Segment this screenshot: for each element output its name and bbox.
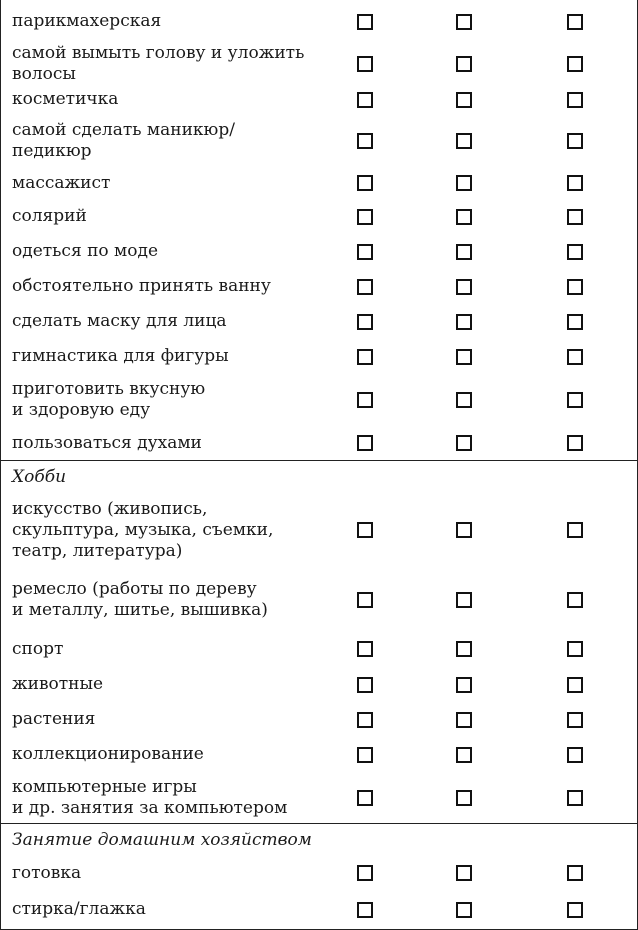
checkbox-column-3[interactable] [567, 56, 583, 72]
checkbox-column-3[interactable] [567, 133, 583, 149]
checkbox-column-1[interactable] [357, 712, 373, 728]
row-label: косметичка [12, 89, 119, 109]
checkbox-column-3[interactable] [567, 209, 583, 225]
checkbox-column-2[interactable] [456, 244, 472, 260]
checkbox-column-3[interactable] [567, 641, 583, 657]
row-label: компьютерные игры и др. занятия за компьютером [12, 776, 288, 818]
checkbox-column-2[interactable] [456, 279, 472, 295]
checkbox-column-1[interactable] [357, 747, 373, 763]
row-label: массажист [12, 172, 111, 193]
questionnaire-row [1, 234, 637, 269]
section-2 [1, 460, 637, 823]
questionnaire-row [1, 667, 637, 702]
row-label: ремесло (работы по дереву и металлу, шитье, вышивка) [12, 579, 268, 620]
questionnaire-row [1, 85, 637, 114]
questionnaire-row [1, 631, 637, 667]
questionnaire-row [1, 426, 637, 460]
checkbox-column-2[interactable] [456, 14, 472, 30]
section-title: Занятие домашним хозяйством [12, 830, 312, 850]
row-label: стирка/глажка [12, 899, 146, 919]
questionnaire-row [1, 569, 637, 631]
questionnaire-row [1, 772, 637, 823]
checkbox-column-1[interactable] [357, 790, 373, 806]
row-label: растения [12, 709, 96, 729]
checkbox-column-3[interactable] [567, 592, 583, 608]
checkbox-column-2[interactable] [456, 712, 472, 728]
checkbox-column-1[interactable] [357, 133, 373, 149]
checkbox-column-2[interactable] [456, 209, 472, 225]
checkbox-column-1[interactable] [357, 175, 373, 191]
checkbox-column-1[interactable] [357, 902, 373, 918]
checkbox-column-2[interactable] [456, 435, 472, 451]
checkbox-column-3[interactable] [567, 392, 583, 408]
checkbox-column-2[interactable] [456, 175, 472, 191]
checkbox-column-1[interactable] [357, 677, 373, 693]
checkbox-column-1[interactable] [357, 392, 373, 408]
questionnaire-row [1, 167, 637, 199]
checkbox-column-3[interactable] [567, 435, 583, 451]
checkbox-column-1[interactable] [357, 592, 373, 608]
row-label: сделать маску для лица [12, 311, 227, 331]
questionnaire-row [1, 114, 637, 167]
checkbox-column-3[interactable] [567, 175, 583, 191]
row-label: животные [12, 674, 104, 694]
checkbox-column-1[interactable] [357, 244, 373, 260]
row-label: спорт [12, 638, 64, 659]
row-label: одеться по моде [12, 241, 159, 261]
checkbox-column-1[interactable] [357, 92, 373, 108]
checkbox-column-1[interactable] [357, 435, 373, 451]
checkbox-column-3[interactable] [567, 865, 583, 881]
row-label: пользоваться духами [12, 432, 202, 453]
questionnaire-row [1, 339, 637, 374]
row-label: гимнастика для фигуры [12, 346, 229, 366]
questionnaire-row [1, 199, 637, 234]
row-label: самой вымыть голову и уложить волосы [12, 43, 305, 84]
checkbox-column-3[interactable] [567, 314, 583, 330]
questionnaire-row [1, 892, 637, 927]
checkbox-column-3[interactable] [567, 244, 583, 260]
row-label: готовка [12, 862, 82, 883]
checkbox-column-2[interactable] [456, 392, 472, 408]
questionnaire-row [1, 854, 637, 892]
checkbox-column-2[interactable] [456, 641, 472, 657]
checkbox-column-3[interactable] [567, 92, 583, 108]
questionnaire-row [1, 43, 637, 85]
checkbox-column-2[interactable] [456, 592, 472, 608]
row-label: солярий [12, 206, 87, 226]
checkbox-column-2[interactable] [456, 865, 472, 881]
checkbox-column-2[interactable] [456, 790, 472, 806]
section-1 [1, 0, 637, 460]
checkbox-column-1[interactable] [357, 209, 373, 225]
checkbox-column-3[interactable] [567, 349, 583, 365]
checkbox-column-3[interactable] [567, 712, 583, 728]
checkbox-column-1[interactable] [357, 349, 373, 365]
checkbox-column-2[interactable] [456, 349, 472, 365]
checkbox-column-2[interactable] [456, 677, 472, 693]
questionnaire-row [1, 0, 637, 43]
row-label: обстоятельно принять ванну [12, 276, 271, 296]
checkbox-column-2[interactable] [456, 314, 472, 330]
checkbox-column-3[interactable] [567, 790, 583, 806]
checkbox-column-3[interactable] [567, 14, 583, 30]
section-title: Хобби [12, 467, 67, 487]
row-label: коллекционирование [12, 744, 204, 764]
checkbox-column-3[interactable] [567, 677, 583, 693]
checkbox-column-1[interactable] [357, 56, 373, 72]
checkbox-column-3[interactable] [567, 902, 583, 918]
checkbox-column-1[interactable] [357, 279, 373, 295]
row-label: парикмахерская [12, 11, 162, 31]
row-label: приготовить вкусную и здоровую еду [12, 379, 206, 420]
questionnaire-row [1, 737, 637, 772]
questionnaire-row [1, 702, 637, 737]
checkbox-column-3[interactable] [567, 522, 583, 538]
row-label: самой сделать маникюр/ педикюр [12, 119, 235, 161]
questionnaire-row [1, 269, 637, 304]
checkbox-column-1[interactable] [357, 865, 373, 881]
checkbox-column-2[interactable] [456, 56, 472, 72]
checkbox-column-1[interactable] [357, 522, 373, 538]
checkbox-column-2[interactable] [456, 92, 472, 108]
checkbox-column-3[interactable] [567, 747, 583, 763]
row-label: искусство (живопись, скульптура, музыка, съемки, театр, литература) [12, 498, 274, 561]
checkbox-column-1[interactable] [357, 641, 373, 657]
checkbox-column-2[interactable] [456, 902, 472, 918]
checkbox-column-2[interactable] [456, 747, 472, 763]
questionnaire-row [1, 491, 637, 569]
section-3 [1, 823, 637, 927]
checkbox-column-2[interactable] [456, 133, 472, 149]
questionnaire-row [1, 304, 637, 339]
checkbox-column-1[interactable] [357, 14, 373, 30]
questionnaire-row [1, 374, 637, 426]
checkbox-column-3[interactable] [567, 279, 583, 295]
checkbox-column-2[interactable] [456, 522, 472, 538]
checkbox-column-1[interactable] [357, 314, 373, 330]
